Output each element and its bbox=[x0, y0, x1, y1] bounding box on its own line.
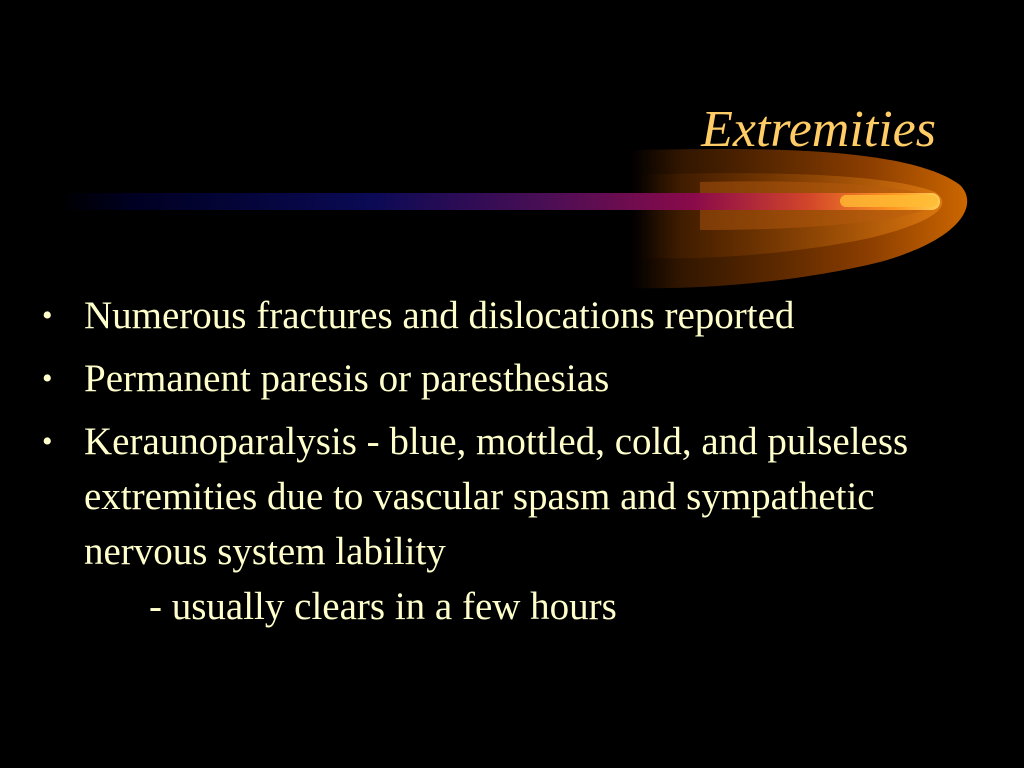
bullet-text: Permanent paresis or paresthesias bbox=[84, 357, 610, 400]
bullet-dot-icon: • bbox=[42, 299, 53, 332]
bullet-text: Numerous fractures and dislocations reported bbox=[84, 294, 795, 337]
bullet-sub-note: - usually clears in a few hours bbox=[149, 585, 617, 628]
bullet-item bbox=[40, 351, 990, 406]
bullet-list bbox=[40, 288, 990, 642]
bullet-item bbox=[40, 288, 990, 343]
slide-title: Extremities bbox=[701, 101, 936, 158]
bullet-dot-icon: • bbox=[42, 362, 53, 395]
bullet-item bbox=[40, 414, 990, 634]
bullet-text: Keraunoparalysis - blue, mottled, cold, and pulseless extremities due to vascular spasm and sympathetic nervous system lability bbox=[84, 420, 909, 573]
bullet-dot-icon: • bbox=[42, 425, 53, 458]
